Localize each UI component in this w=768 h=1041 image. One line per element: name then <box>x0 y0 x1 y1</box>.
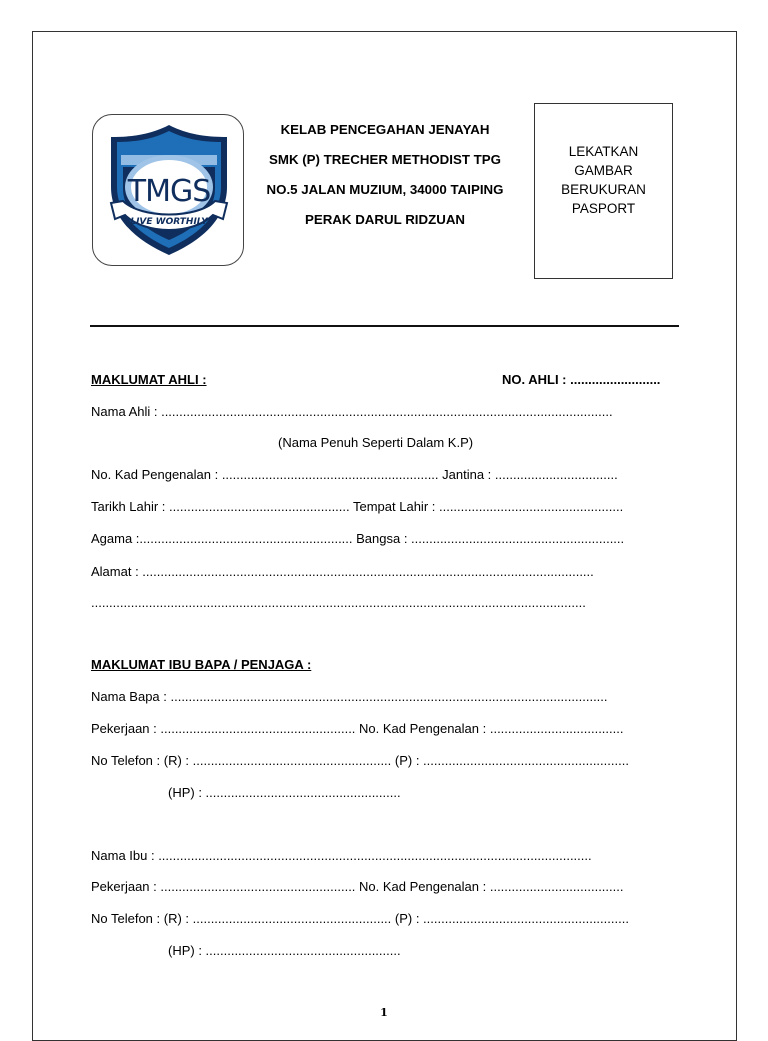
tmgs-shield-icon <box>93 115 245 267</box>
mother-hp-field[interactable]: (HP) : ...................................................... <box>168 943 401 958</box>
member-birth-field[interactable]: Tarikh Lahir : .................................................. Tempat Lahir : ................................................... <box>91 499 624 514</box>
member-religion-race-field[interactable]: Agama :........................................................... Bangsa : ........................................................... <box>91 531 625 546</box>
header-line: SMK (P) TRECHER METHODIST TPG <box>269 152 501 167</box>
school-header <box>252 121 518 241</box>
member-name-field[interactable]: Nama Ahli : ............................................................................................................................. <box>91 404 613 419</box>
father-name-field[interactable]: Nama Bapa : ......................................................................................................................... <box>91 689 608 704</box>
page-number: 1 <box>380 1006 388 1019</box>
photo-label: BERUKURAN <box>561 182 646 197</box>
member-ic-gender-field[interactable]: No. Kad Pengenalan : ............................................................ Jantina : .................................. <box>91 467 618 482</box>
father-phone-field[interactable]: No Telefon : (R) : ....................................................... (P) : ......................................................... <box>91 753 629 768</box>
member-address-field[interactable]: Alamat : ............................................................................................................................. <box>91 564 594 579</box>
mother-name-field[interactable]: Nama Ibu : ........................................................................................................................ <box>91 848 592 863</box>
photo-label: LEKATKAN <box>568 144 639 159</box>
mother-phone-field[interactable]: No Telefon : (R) : ....................................................... (P) : ......................................................... <box>91 911 629 926</box>
school-logo <box>92 114 244 266</box>
father-job-ic-field[interactable]: Pekerjaan : ...................................................... No. Kad Pengenalan : ..................................... <box>91 721 624 736</box>
member-name-note: (Nama Penuh Seperti Dalam K.P) <box>278 435 474 450</box>
logo-motto: LIVE WORTHILY <box>130 217 208 227</box>
father-hp-field[interactable]: (HP) : ...................................................... <box>168 785 401 800</box>
photo-label: PASPORT <box>571 201 636 216</box>
mother-job-ic-field[interactable]: Pekerjaan : ...................................................... No. Kad Pengenalan : ..................................... <box>91 879 624 894</box>
member-section-heading: MAKLUMAT AHLI : <box>91 372 207 387</box>
photo-label: GAMBAR <box>574 163 633 178</box>
parent-section-heading: MAKLUMAT IBU BAPA / PENJAGA : <box>91 657 312 672</box>
passport-photo-box <box>534 103 673 279</box>
member-address-line2[interactable]: ......................................................................................................................................... <box>91 595 586 610</box>
header-line: PERAK DARUL RIDZUAN <box>304 212 466 227</box>
header-divider <box>90 325 679 327</box>
header-line: KELAB PENCEGAHAN JENAYAH <box>280 122 490 137</box>
header-line: NO.5 JALAN MUZIUM, 34000 TAIPING <box>266 182 504 197</box>
logo-text: TMGS <box>127 174 211 209</box>
member-number-field[interactable]: NO. AHLI : ......................... <box>502 372 661 387</box>
